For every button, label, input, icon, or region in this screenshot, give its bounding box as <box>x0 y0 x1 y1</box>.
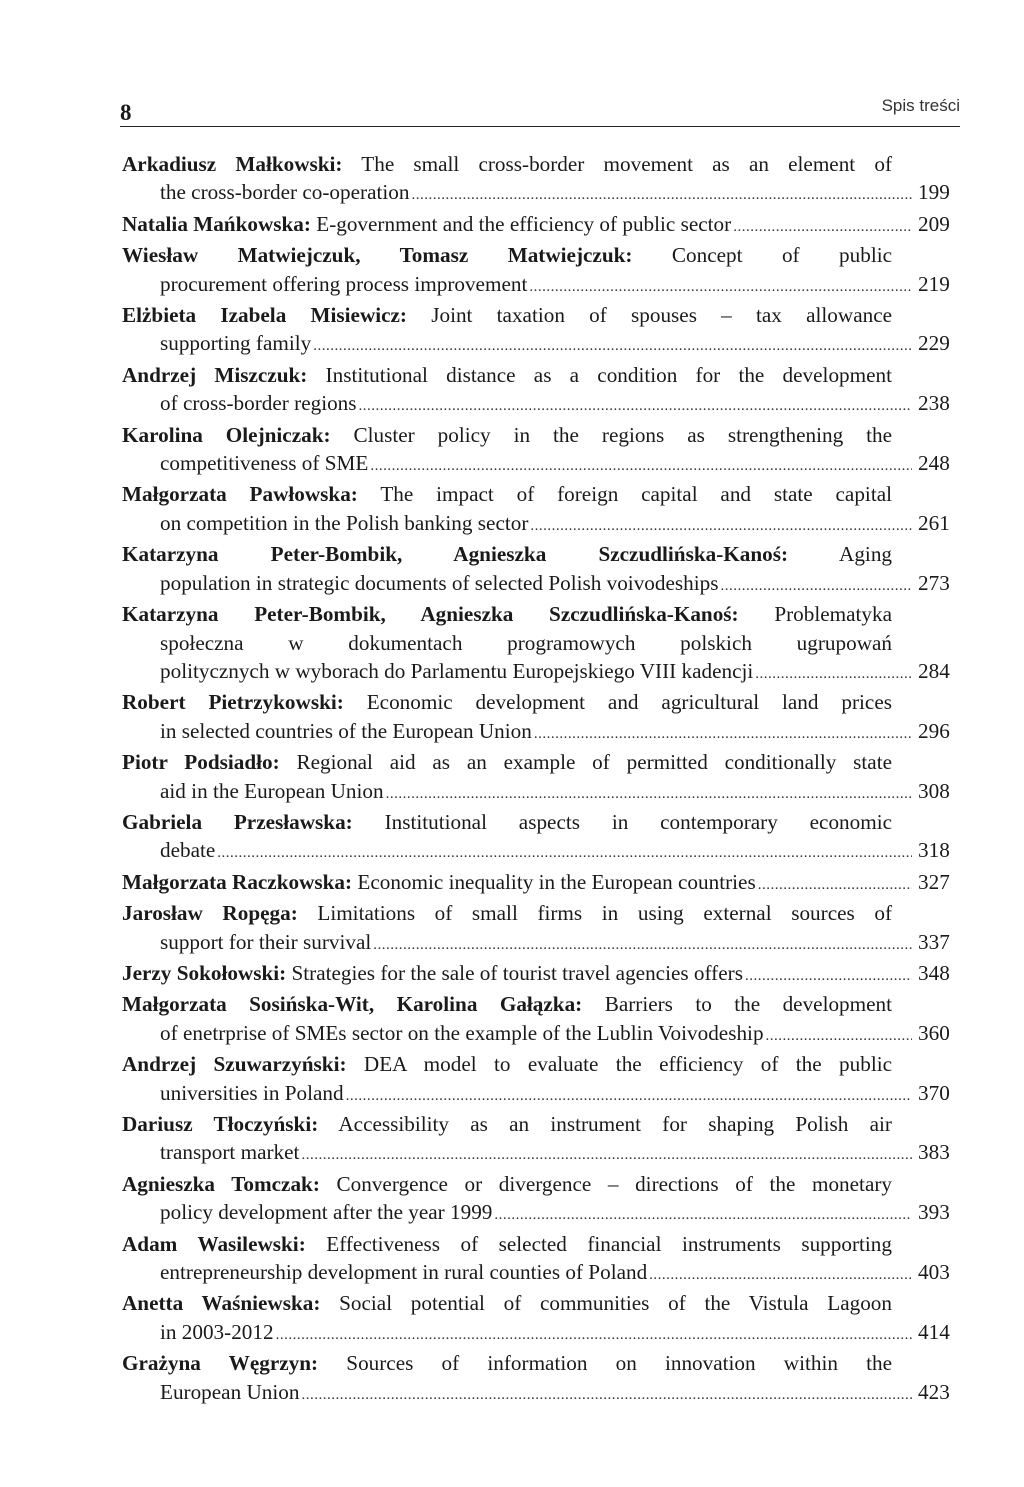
entry-title-start: The impact of foreign capital and state capital <box>380 482 892 507</box>
toc-entry <box>122 990 962 1050</box>
entry-page-number: 423 <box>918 1379 950 1404</box>
running-title: Spis treści <box>881 96 960 115</box>
entry-page-number: 209 <box>918 211 950 236</box>
entry-title-end: European Union <box>160 1379 300 1404</box>
entry-page-number: 273 <box>918 570 950 595</box>
dot-leader <box>313 332 912 360</box>
entry-author: Katarzyna Peter-Bombik, Agnieszka Szczudlińska-Kanoś: <box>122 542 789 567</box>
toc-entry-last-line <box>122 1318 962 1349</box>
toc-entry-first-line <box>122 241 962 269</box>
entry-title-end: competitiveness of SME <box>160 451 369 476</box>
entry-title-end: policy development after the year 1999 <box>160 1200 493 1225</box>
toc-entry-first-line <box>122 1110 962 1138</box>
entry-page-number: 383 <box>918 1140 950 1165</box>
entry-author: Katarzyna Peter-Bombik, Agnieszka Szczudlińska-Kanoś: <box>122 602 739 627</box>
toc-entry <box>122 748 962 808</box>
toc-entry-first-line <box>122 990 962 1018</box>
toc-entry <box>122 1110 962 1170</box>
dot-leader <box>755 660 912 688</box>
toc-entry-last-line <box>122 270 962 301</box>
entry-title-continuation: społeczna w dokumentach programowych polskich ugrupowań <box>160 630 892 655</box>
toc-entry <box>122 1349 962 1409</box>
entry-title-start: Social potential of communities of the Vistula Lagoon <box>339 1291 892 1316</box>
entry-title-start: Institutional aspects in contemporary economic <box>384 809 892 834</box>
toc-entry <box>122 210 962 241</box>
toc-entry <box>122 540 962 600</box>
toc-entry <box>122 480 962 540</box>
toc-entry-last-line <box>122 1019 962 1050</box>
toc-entry-first-line <box>122 1170 962 1198</box>
entry-author: Adam Wasilewski: <box>122 1231 306 1256</box>
entry-author: Grażyna Węgrzyn: <box>122 1351 319 1376</box>
toc-entry <box>122 899 962 959</box>
entry-author: Wiesław Matwiejczuk, Tomasz Matwiejczuk: <box>122 243 633 268</box>
entry-title-start: Regional aid as an example of permitted conditionally state <box>296 750 893 775</box>
toc-entry-line <box>122 868 962 899</box>
entry-page-number: 360 <box>918 1020 950 1045</box>
toc-entry-first-line <box>122 1349 962 1377</box>
entry-title-start: Sources of information on innovation within the <box>346 1351 893 1376</box>
dot-leader <box>649 1261 912 1289</box>
entry-page-number: 393 <box>918 1200 950 1225</box>
toc-entry <box>122 421 962 481</box>
entry-title-end: population in strategic documents of selected Polish voivodeships <box>160 570 719 595</box>
dot-leader <box>276 1321 912 1349</box>
entry-page-number: 261 <box>918 510 950 535</box>
toc-entry-first-line <box>122 1289 962 1317</box>
entry-page-number: 308 <box>918 778 950 803</box>
dot-leader <box>494 1201 912 1229</box>
entry-author: Piotr Podsiadło: <box>122 750 280 775</box>
dot-leader <box>720 572 912 600</box>
entry-title-end: of cross-border regions <box>160 391 357 416</box>
entry-author: Małgorzata Pawłowska: <box>122 482 358 507</box>
entry-author: Arkadiusz Małkowski: <box>122 152 343 176</box>
entry-title-start: Economic development and agricultural land prices <box>366 690 892 715</box>
toc-entry <box>122 600 962 688</box>
toc-entry-first-line <box>122 899 962 927</box>
entry-title: Strategies for the sale of tourist travel agencies offers <box>291 960 743 985</box>
entry-title-start: Barriers to the development <box>604 992 893 1017</box>
dot-leader <box>530 512 912 540</box>
entry-title-end: transport market <box>160 1140 300 1165</box>
toc-entry-last-line <box>122 777 962 808</box>
entry-title-start: Convergence or divergence – directions of the monetary <box>336 1171 892 1196</box>
entry-author: Małgorzata Sosińska-Wit, Karolina Gałązka: <box>122 992 583 1017</box>
entry-page-number: 219 <box>918 271 950 296</box>
toc-entry-first-line <box>122 688 962 716</box>
toc-entry <box>122 361 962 421</box>
entry-title-end: politycznych w wyborach do Parlamentu Europejskiego VIII kadencji <box>160 658 754 683</box>
entry-page-number: 327 <box>918 869 950 894</box>
entry-page-number: 296 <box>918 718 950 743</box>
entry-title-end: on competition in the Polish banking sector <box>160 510 529 535</box>
toc-entry-last-line <box>122 1198 962 1229</box>
entry-page-number: 229 <box>918 331 950 356</box>
entry-page-number: 414 <box>918 1319 950 1344</box>
entry-title-start: Cluster policy in the regions as strengthening the <box>353 422 893 447</box>
entry-page-number: 238 <box>918 391 950 416</box>
toc-entry <box>122 1230 962 1290</box>
toc-entry-first-line <box>122 748 962 776</box>
entry-author: Dariusz Tłoczyński: <box>122 1112 319 1136</box>
toc-entry-line <box>122 210 962 241</box>
entry-title-end: entrepreneurship development in rural counties of Poland <box>160 1260 648 1285</box>
entry-page-number: 348 <box>918 960 950 985</box>
toc-entry-first-line <box>122 600 962 628</box>
entry-title-start: Accessibility as an instrument for shaping Polish air <box>338 1112 892 1136</box>
toc-entry-last-line <box>122 1138 962 1169</box>
toc-entry-first-line <box>122 361 962 389</box>
dot-leader <box>373 931 912 959</box>
entry-title-end: support for their survival <box>160 929 372 954</box>
page-header <box>120 92 960 127</box>
entry-author: Andrzej Szuwarzyński: <box>122 1052 347 1077</box>
entry-page-number: 370 <box>918 1080 950 1105</box>
entry-title-end: of enetrprise of SMEs sector on the example of the Lublin Voivodeship <box>160 1020 764 1045</box>
toc-entry-first-line <box>122 421 962 449</box>
page-number: 8 <box>120 100 132 125</box>
entry-title-start: Joint taxation of spouses – tax allowance <box>431 303 893 328</box>
entry-author: Robert Pietrzykowski: <box>122 690 344 715</box>
entry-title-start: Concept of public <box>671 243 893 268</box>
toc-entry-first-line <box>122 480 962 508</box>
dot-leader <box>301 1141 912 1169</box>
toc-entry-last-line <box>122 329 962 360</box>
entry-title-start: Institutional distance as a condition for the development <box>325 362 892 387</box>
toc-entry-last-line <box>122 178 962 209</box>
toc-entry-last-line <box>122 657 962 688</box>
entry-title-end: procurement offering process improvement <box>160 271 528 296</box>
entry-title-end: universities in Poland <box>160 1080 344 1105</box>
entry-author: Agnieszka Tomczak: <box>122 1171 320 1196</box>
toc-entry-last-line <box>122 1378 962 1409</box>
toc-entry-first-line <box>122 1050 962 1078</box>
entry-title-end: in 2003-2012 <box>160 1319 274 1344</box>
entry-title-start: Aging <box>839 542 892 567</box>
toc-entry <box>122 808 962 868</box>
entry-title-start: Effectiveness of selected financial instruments supporting <box>326 1231 892 1256</box>
entry-page-number: 284 <box>918 658 950 683</box>
entry-author: Andrzej Miszczuk: <box>122 362 308 387</box>
dot-leader <box>359 392 912 420</box>
toc-entry-last-line <box>122 569 962 600</box>
toc-entry <box>122 150 962 210</box>
toc-entry-first-line <box>122 808 962 836</box>
toc-entry-first-line <box>122 150 962 178</box>
entry-page-number: 318 <box>918 838 950 863</box>
entry-title: E-government and the efficiency of public sector <box>316 211 732 236</box>
dot-leader <box>346 1082 912 1110</box>
entry-author: Małgorzata Raczkowska: <box>122 869 353 894</box>
toc-entry-line <box>122 959 962 990</box>
dot-leader <box>766 1022 912 1050</box>
entry-title-end: in selected countries of the European Union <box>160 718 532 743</box>
toc-entry <box>122 241 962 301</box>
entry-title-end: the cross-border co-operation <box>160 180 410 205</box>
toc-entry <box>122 688 962 748</box>
dot-leader <box>733 213 912 241</box>
entry-author: Anetta Waśniewska: <box>122 1291 321 1316</box>
entry-title-end: supporting family <box>160 331 312 356</box>
entry-title-end: aid in the European Union <box>160 778 384 803</box>
toc-entry-last-line <box>122 449 962 480</box>
toc-entry-last-line <box>122 928 962 959</box>
entry-page-number: 403 <box>918 1260 950 1285</box>
toc-entry-last-line <box>122 509 962 540</box>
dot-leader <box>534 720 912 748</box>
toc-entry <box>122 1050 962 1110</box>
entry-page-number: 337 <box>918 929 950 954</box>
entry-title: Economic inequality in the European countries <box>357 869 756 894</box>
entry-title-start: The small cross-border movement as an element of <box>361 152 893 176</box>
toc-entry-first-line <box>122 540 962 568</box>
entry-page-number: 248 <box>918 451 950 476</box>
entry-author: Jerzy Sokołowski: <box>122 960 287 985</box>
entry-author: Elżbieta Izabela Misiewicz: <box>122 303 407 328</box>
entry-title-end: debate <box>160 838 216 863</box>
entry-title-start: Problematyka <box>774 602 893 627</box>
dot-leader <box>411 181 912 209</box>
entry-title-start: Limitations of small firms in using external sources of <box>317 901 893 926</box>
toc-entry <box>122 959 962 990</box>
toc-entry-last-line <box>122 717 962 748</box>
toc-entry <box>122 1170 962 1230</box>
entry-author: Karolina Olejniczak: <box>122 422 331 447</box>
toc-entry-last-line <box>122 389 962 420</box>
dot-leader <box>370 452 912 480</box>
toc-entry-first-line <box>122 1230 962 1258</box>
dot-leader <box>386 780 912 808</box>
entry-author: Jarosław Ropęga: <box>122 901 298 926</box>
dot-leader <box>758 871 912 899</box>
dot-leader <box>301 1381 912 1409</box>
entry-author: Natalia Mańkowska: <box>122 211 311 236</box>
toc-entry-last-line <box>122 1079 962 1110</box>
toc-entry <box>122 1289 962 1349</box>
toc-entry-last-line <box>122 1258 962 1289</box>
toc-entry <box>122 301 962 361</box>
toc-entry-first-line <box>122 301 962 329</box>
table-of-contents <box>122 150 962 1409</box>
dot-leader <box>529 273 912 301</box>
entry-title-start: DEA model to evaluate the efficiency of the public <box>363 1052 892 1077</box>
dot-leader <box>745 962 912 990</box>
toc-entry-last-line <box>122 836 962 867</box>
entry-page-number: 199 <box>918 180 950 205</box>
toc-entry <box>122 868 962 899</box>
entry-author: Gabriela Przesławska: <box>122 809 353 834</box>
dot-leader <box>217 839 912 867</box>
